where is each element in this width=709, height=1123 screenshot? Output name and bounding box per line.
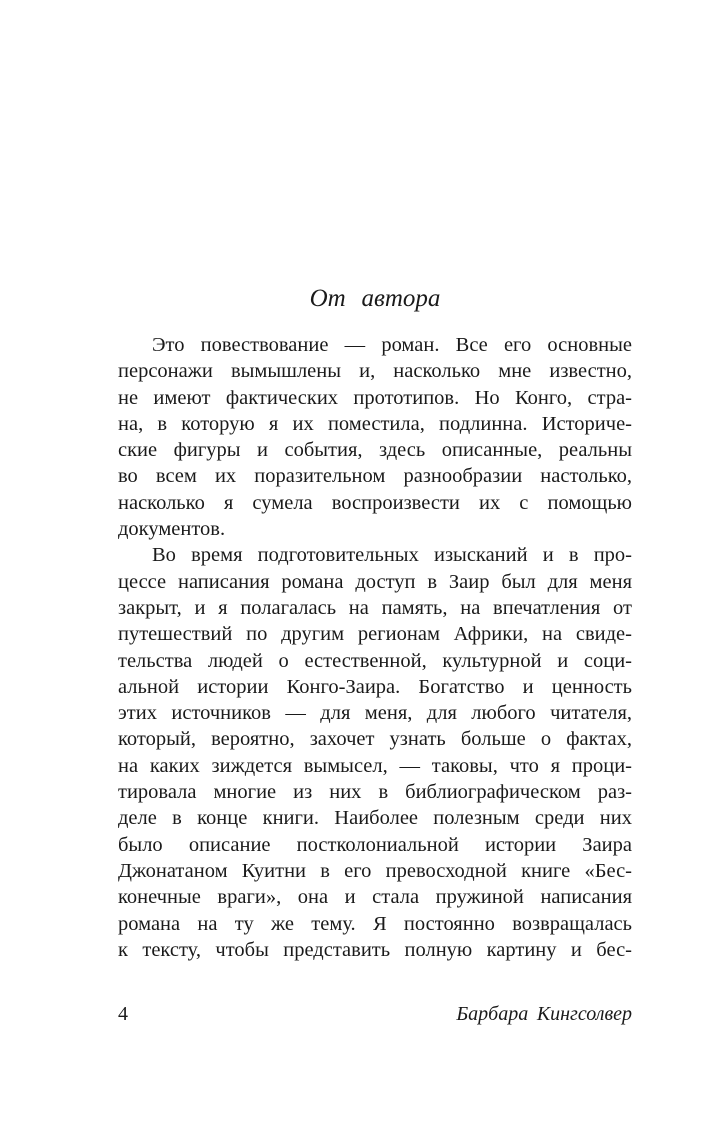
text-line: во всем их поразительном разнообразии настолько, xyxy=(118,465,632,488)
text-line: Джонатаном Куитни в его превосходной книге «Бес- xyxy=(118,859,632,882)
text-line: конечные враги», она и стала пружиной написания xyxy=(118,886,632,909)
running-title-author: Барбара Кингсолвер xyxy=(456,1003,632,1025)
text-line: к тексту, чтобы представить полную картину и бес- xyxy=(118,938,632,961)
text-line: альной истории Конго-Заира. Богатство и ценность xyxy=(118,675,632,698)
text-line: закрыт, и я полагалась на память, на впечатления от xyxy=(118,596,632,619)
text-line: на каких зиждется вымысел, — таковы, что я проци- xyxy=(118,754,632,777)
text-line: Это повествование — роман. Все его основные xyxy=(152,334,632,356)
text-line: на, в которую я их поместила, подлинна. Историче- xyxy=(118,412,632,435)
text-line: персонажи вымышлены и, насколько мне известно, xyxy=(118,360,632,383)
text-line: путешествий по другим регионам Африки, на свиде- xyxy=(118,623,632,646)
text-line: насколько я сумела воспроизвести их с помощью xyxy=(118,491,632,514)
page-number: 4 xyxy=(118,1003,128,1025)
text-line: Во время подготовительных изысканий и в про- xyxy=(152,544,632,567)
body-text xyxy=(118,332,632,963)
chapter-heading: От автора xyxy=(309,285,441,312)
text-line: цессе написания романа доступ в Заир был для меня xyxy=(118,570,632,593)
text-line: тировала многие из них в библиографическом раз- xyxy=(118,781,632,804)
text-line: который, вероятно, захочет узнать больше о фактах, xyxy=(118,728,632,751)
text-line: деле в конце книги. Наиболее полезным среди них xyxy=(118,807,632,830)
text-line: ские фигуры и события, здесь описанные, реальны xyxy=(118,439,632,462)
text-line: романа на ту же тему. Я постоянно возвращалась xyxy=(118,912,632,935)
text-line: документов. xyxy=(118,518,226,541)
text-line: этих источников — для меня, для любого читателя, xyxy=(118,702,632,725)
text-line: было описание постколониальной истории Заира xyxy=(118,833,632,856)
text-line: тельства людей о естественной, культурной и соци- xyxy=(118,649,632,672)
page-footer xyxy=(118,1002,632,1026)
text-line: не имеют фактических прототипов. Но Конго, стра- xyxy=(118,386,632,409)
